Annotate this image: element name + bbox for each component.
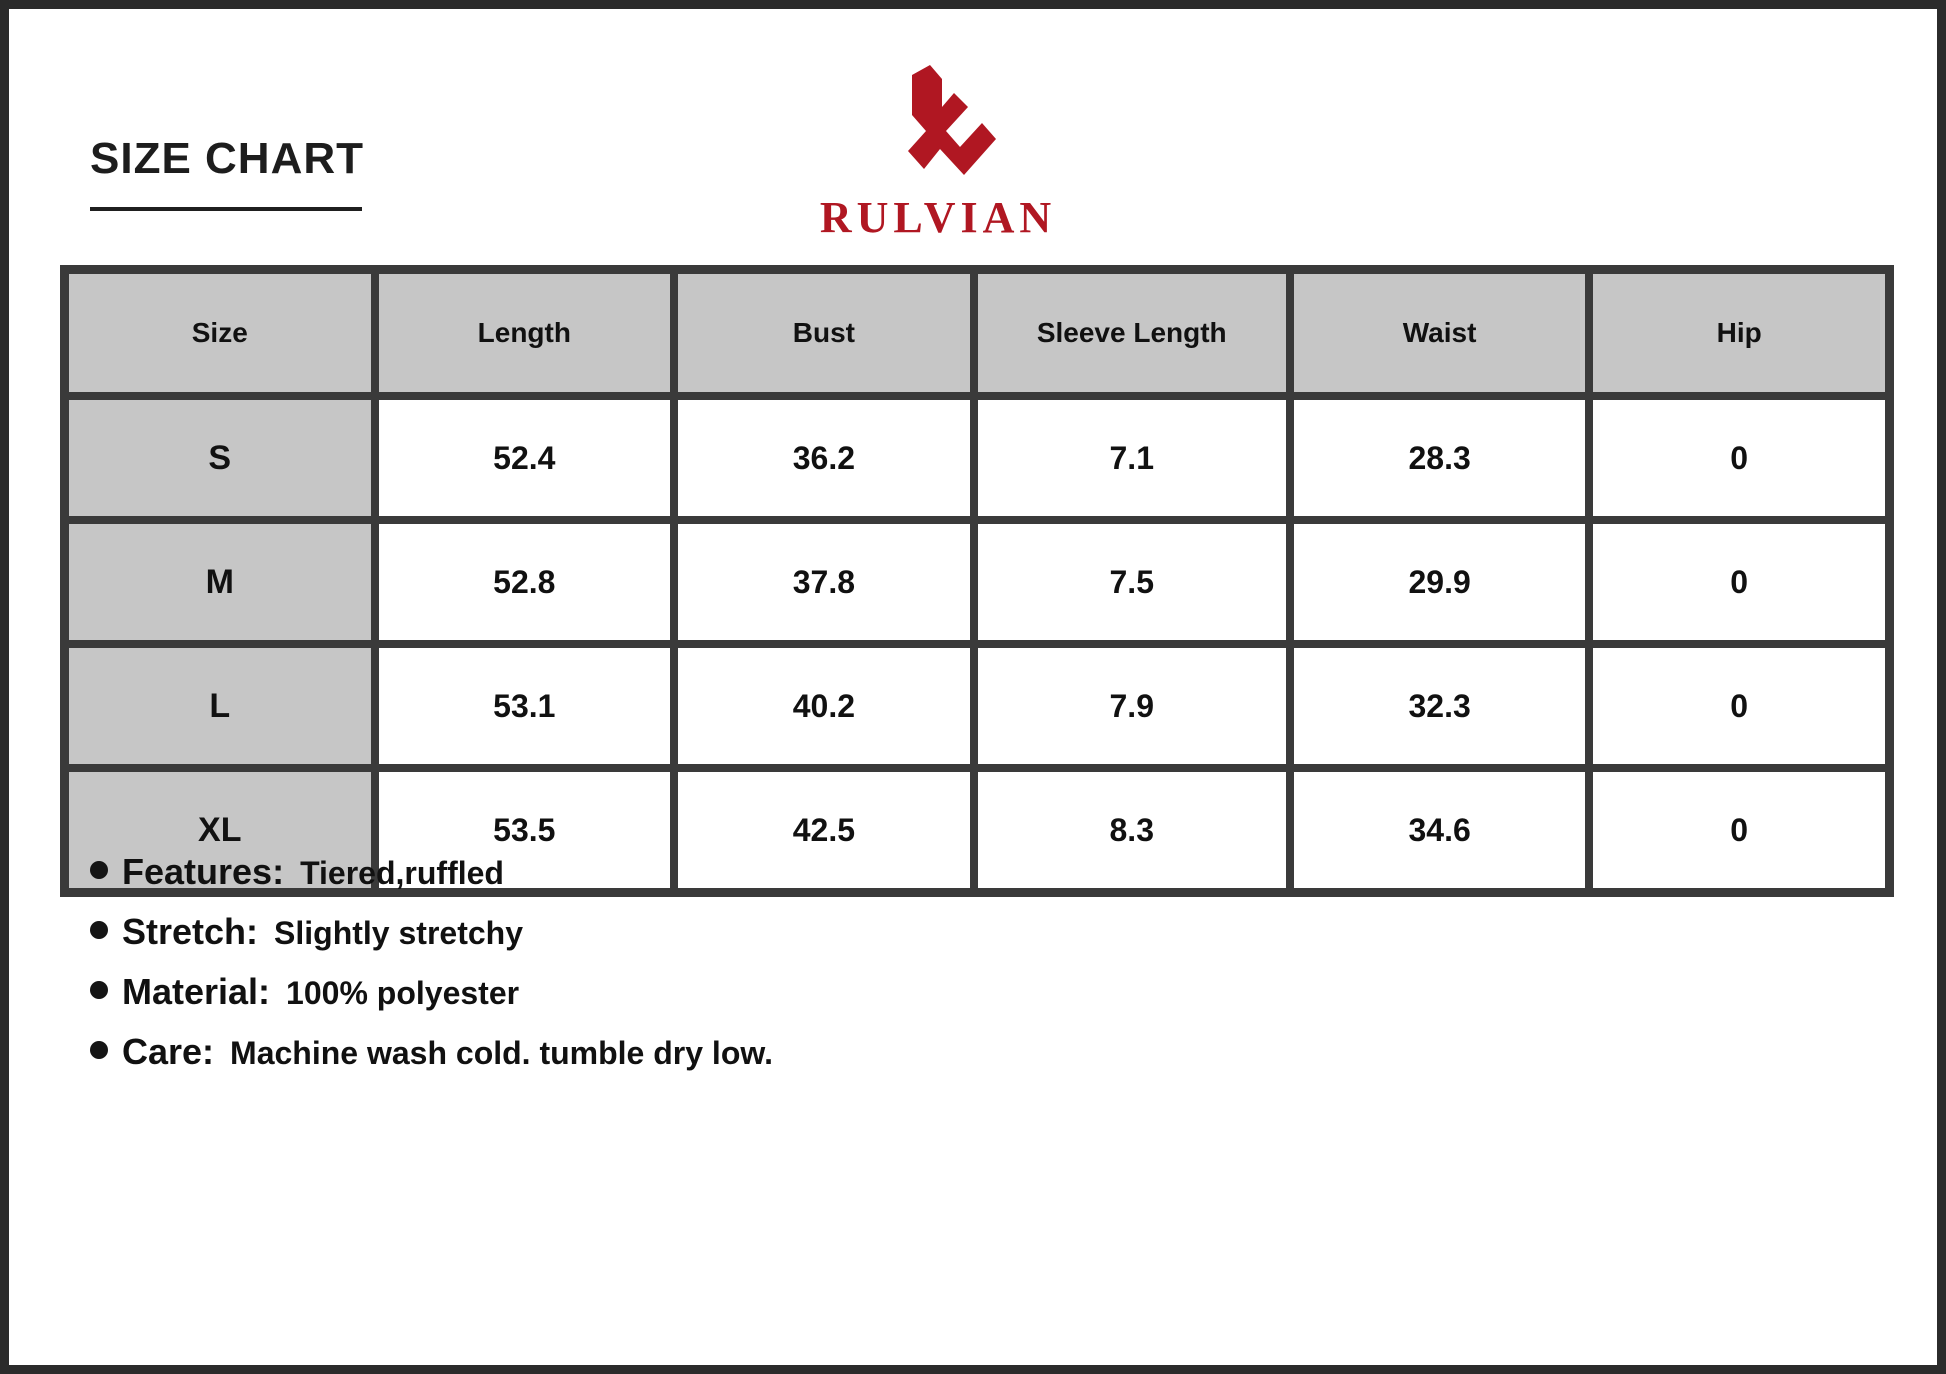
column-header-hip: Hip xyxy=(1589,270,1889,396)
cell-sleeve: 7.9 xyxy=(974,644,1290,768)
cell-length: 53.5 xyxy=(375,768,675,892)
spec-value-features: Tiered,ruffled xyxy=(300,855,504,891)
size-table-wrapper xyxy=(60,265,1894,897)
page-inner xyxy=(38,33,1908,1341)
cell-length: 52.4 xyxy=(375,396,675,520)
cell-hip: 0 xyxy=(1589,644,1889,768)
cell-length: 52.8 xyxy=(375,520,675,644)
spec-value-stretch: Slightly stretchy xyxy=(274,915,523,951)
list-item xyxy=(90,911,1590,953)
cell-waist: 32.3 xyxy=(1290,644,1590,768)
table-row xyxy=(65,644,1889,768)
cell-hip: 0 xyxy=(1589,768,1889,892)
cell-size: XL xyxy=(65,768,375,892)
rulvian-r-logo-icon xyxy=(0,61,1908,186)
column-header-waist: Waist xyxy=(1290,270,1590,396)
cell-size: M xyxy=(65,520,375,644)
column-header-size: Size xyxy=(65,270,375,396)
column-header-bust: Bust xyxy=(674,270,974,396)
list-item xyxy=(90,851,1590,893)
cell-sleeve: 7.1 xyxy=(974,396,1290,520)
spec-label-stretch: Stretch: xyxy=(122,911,259,952)
table-header-row xyxy=(65,270,1889,396)
document-header xyxy=(38,33,1908,253)
cell-bust: 37.8 xyxy=(674,520,974,644)
size-table xyxy=(60,265,1894,897)
spec-label-material: Material: xyxy=(122,971,271,1012)
bullet-icon xyxy=(90,861,108,879)
cell-hip: 0 xyxy=(1589,520,1889,644)
brand-name: RULVIAN xyxy=(819,193,1057,242)
cell-bust: 40.2 xyxy=(674,644,974,768)
table-row xyxy=(65,396,1889,520)
cell-sleeve: 8.3 xyxy=(974,768,1290,892)
cell-length: 53.1 xyxy=(375,644,675,768)
cell-size: L xyxy=(65,644,375,768)
cell-sleeve: 7.5 xyxy=(974,520,1290,644)
spec-value-material: 100% polyester xyxy=(286,975,520,1011)
cell-size: S xyxy=(65,396,375,520)
bullet-icon xyxy=(90,1041,108,1059)
table-row xyxy=(65,520,1889,644)
cell-bust: 36.2 xyxy=(674,396,974,520)
page-title: SIZE CHART xyxy=(90,134,364,183)
brand-block xyxy=(0,61,1908,243)
spec-label-care: Care: xyxy=(122,1031,215,1072)
list-item xyxy=(90,971,1590,1013)
list-item xyxy=(90,1031,1590,1073)
cell-hip: 0 xyxy=(1589,396,1889,520)
cell-waist: 28.3 xyxy=(1290,396,1590,520)
bullet-icon xyxy=(90,921,108,939)
cell-waist: 29.9 xyxy=(1290,520,1590,644)
product-specs-list xyxy=(90,851,1590,1091)
cell-bust: 42.5 xyxy=(674,768,974,892)
column-header-sleeve-length: Sleeve Length xyxy=(974,270,1290,396)
cell-waist: 34.6 xyxy=(1290,768,1590,892)
spec-value-care: Machine wash cold. tumble dry low. xyxy=(230,1035,773,1071)
bullet-icon xyxy=(90,981,108,999)
column-header-length: Length xyxy=(375,270,675,396)
spec-label-features: Features: xyxy=(122,851,285,892)
